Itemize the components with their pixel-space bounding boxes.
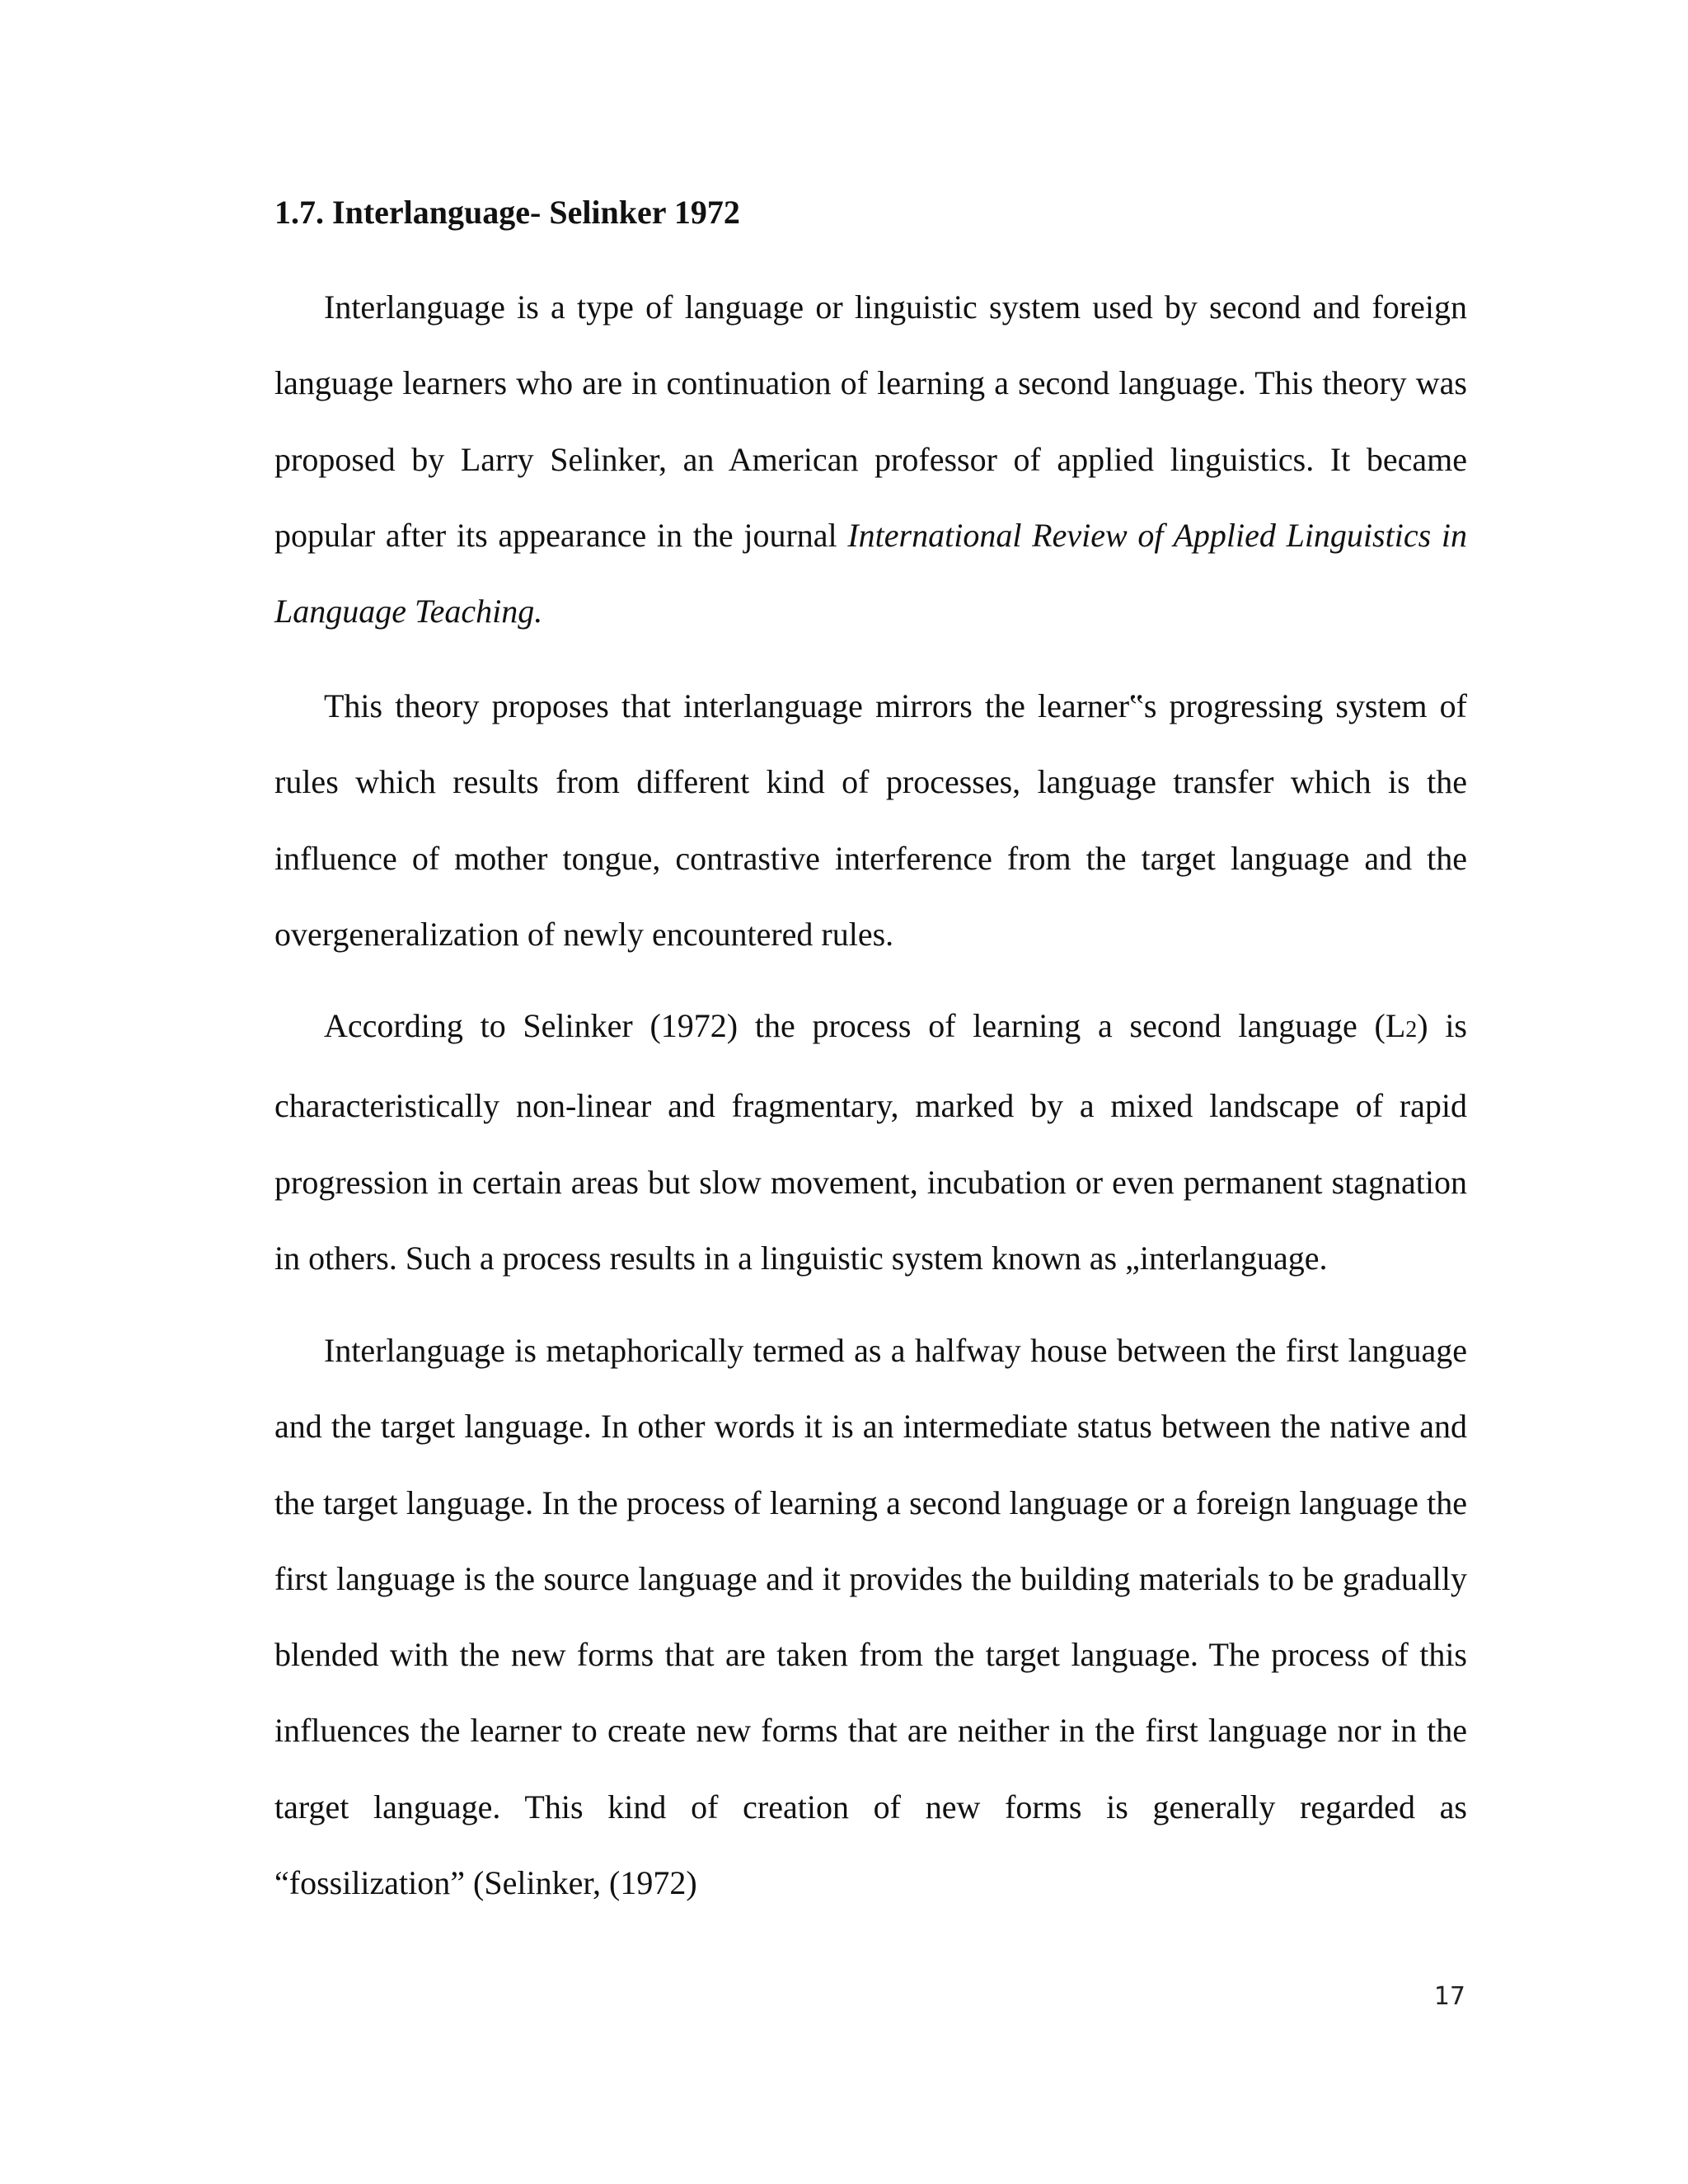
- page-number: 17: [1433, 1982, 1465, 2011]
- paragraph-text-before: According to Selinker (1972) the process of learning a second language (L: [324, 1007, 1406, 1044]
- journal-title: International Review of Applied Linguistics in Language Teaching.: [274, 516, 1467, 630]
- paragraph-text: Interlanguage is metaphorically termed as a halfway house between the first language and the target language. In other words it is an intermediate status between the native and the target language. In the process of learning a second language or a foreign language the first language is the source language and it provides the building materials to be gradually blended with the new forms that are taken from the target language. The process of this influences the learner to create new forms that are neither in the first language nor in the target language. This kind of creation of new forms is generally regarded as “fossilization” (Selinker, (1972): [274, 1332, 1467, 1902]
- section-heading: 1.7. Interlanguage- Selinker 1972: [274, 194, 740, 231]
- paragraph-halfway-house: [274, 1313, 1467, 1921]
- paragraph-text: This theory proposes that interlanguage mirrors the learner‟s progressing system of rules which results from different kind of processes, language transfer which is the influence of mother tongue, contrastive interference from the target language and the overgeneralization of newly encountered rules.: [274, 687, 1467, 953]
- subscript-two: 2: [1405, 1017, 1418, 1043]
- paragraph-theory-proposal: [274, 668, 1467, 972]
- paragraph-interlanguage-definition: [274, 269, 1467, 649]
- paragraph-text: Interlanguage is a type of language or linguistic system used by second and foreign language learners who are in continuation of learning a second language. This theory was proposed by Larry Selinker, an American professor of applied linguistics. It became popular after its appearance in the journal: [274, 288, 1467, 554]
- paragraph-text-after: ) is characteristically non-linear and fragmentary, marked by a mixed landscape of rapid progression in certain areas but slow movement, incubation or even permanent stagnation in others. Such a process results in a linguistic system known as „interlanguage.: [274, 1007, 1467, 1277]
- paragraph-learning-process: [274, 988, 1467, 1296]
